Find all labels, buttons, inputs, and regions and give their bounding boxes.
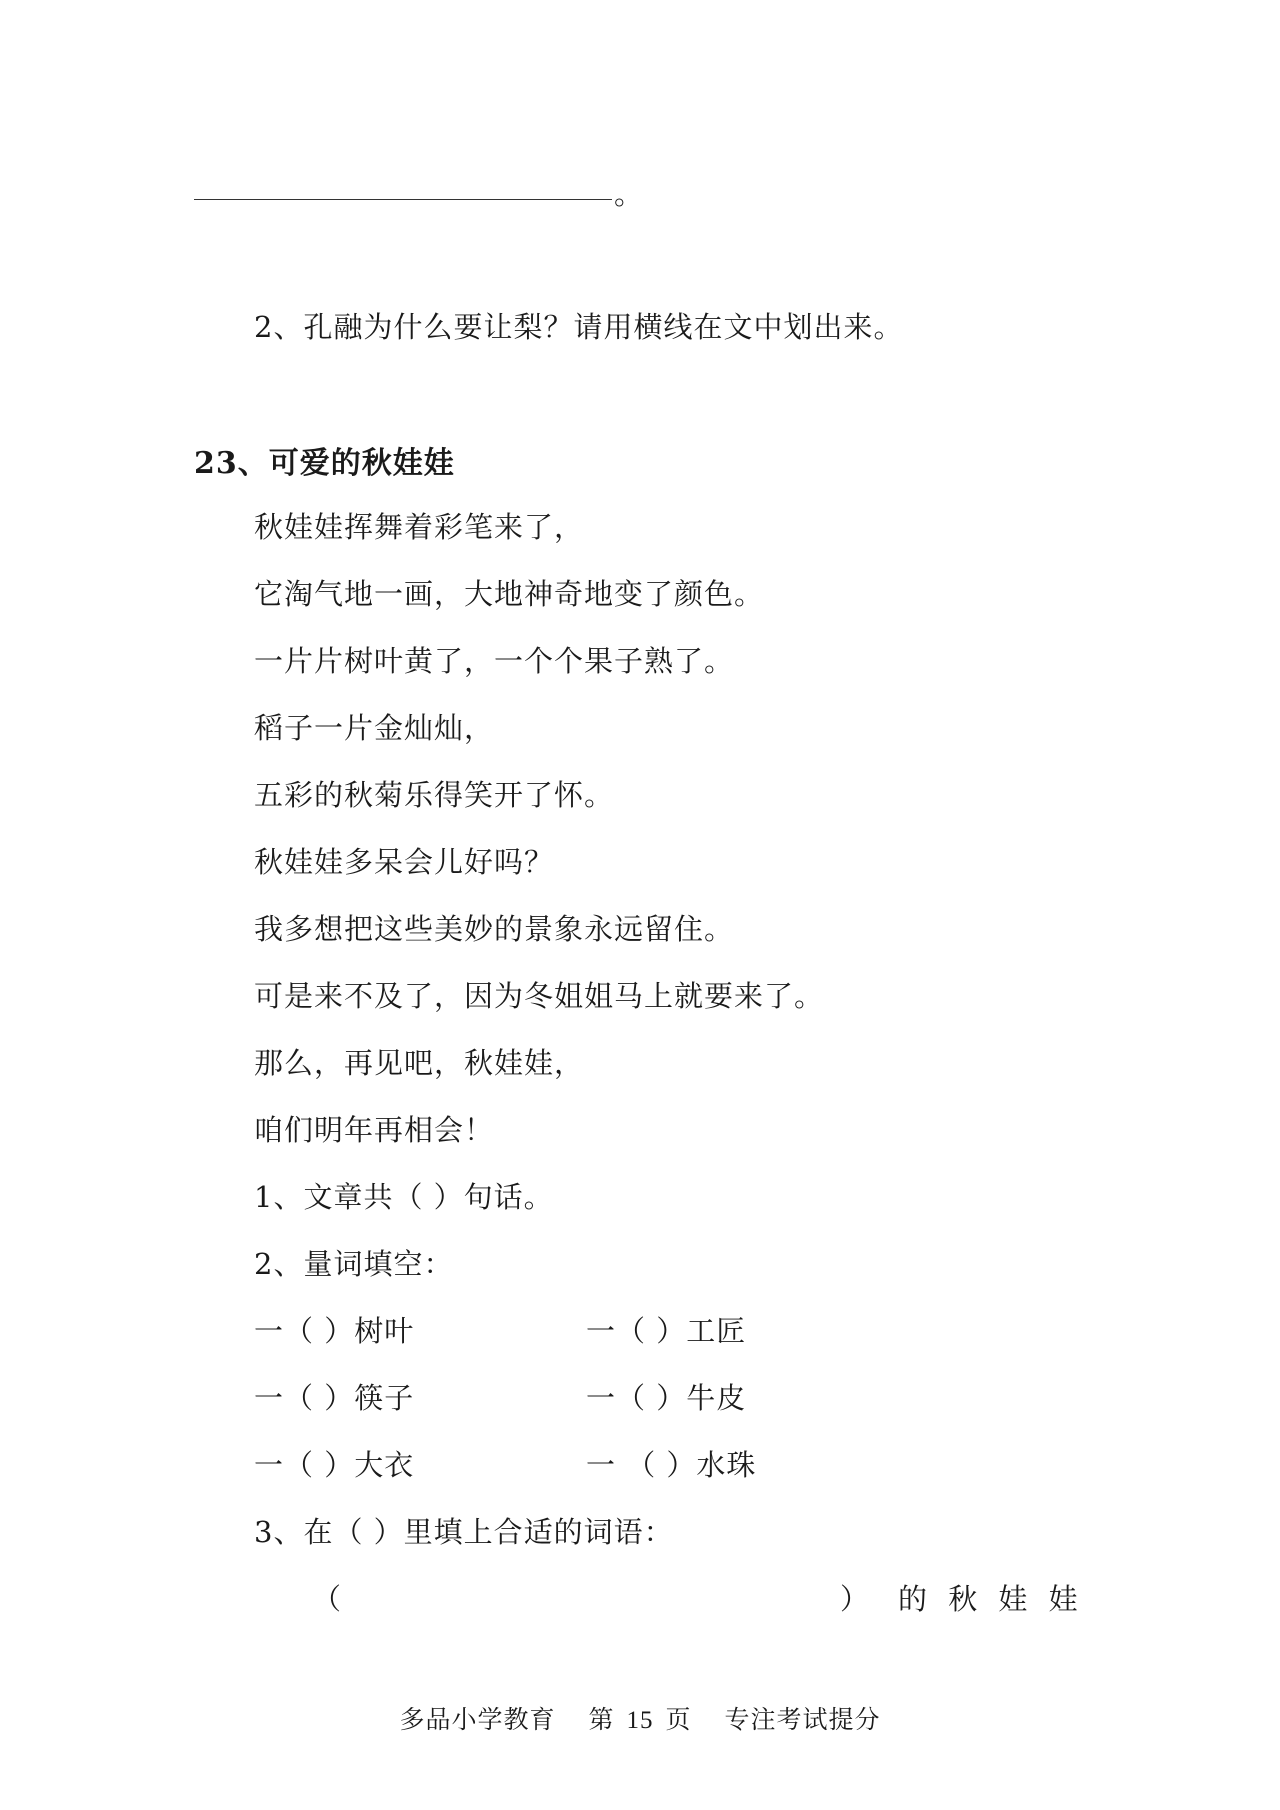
footer-org: 多品小学教育: [399, 1705, 556, 1734]
poem-line: 咱们明年再相会！: [254, 1113, 495, 1147]
measure-word-item: 一（ ）大衣: [254, 1448, 415, 1482]
poem-line: 稻子一片金灿灿，: [254, 711, 495, 745]
poem-line: 它淘气地一画，大地神奇地变了颜色。: [254, 577, 765, 611]
footer-page-number: 15: [626, 1707, 654, 1734]
poem-line: 可是来不及了，因为冬姐姐马上就要来了。: [254, 979, 825, 1013]
poem-line: 秋娃娃多呆会儿好吗？: [254, 845, 555, 879]
question-sentence-count: 1、文章共（ ）句话。: [254, 1180, 554, 1214]
blank-open-paren: （: [312, 1582, 343, 1616]
poem-line: 一片片树叶黄了，一个个果子熟了。: [254, 644, 735, 678]
poem-line: 我多想把这些美妙的景象永远留住。: [254, 912, 735, 946]
blank-suffix: 的 秋 娃 娃: [898, 1582, 1084, 1616]
poem-line: 五彩的秋菊乐得笑开了怀。: [254, 778, 615, 812]
measure-word-item: 一（ ）筷子: [254, 1381, 415, 1415]
poem-line: 秋娃娃挥舞着彩笔来了，: [254, 510, 585, 544]
question-fill-words-title: 3、在（ ）里填上合适的词语：: [254, 1515, 674, 1549]
answer-line-period: 。: [614, 177, 644, 211]
measure-word-item: 一（ ）树叶: [254, 1314, 415, 1348]
footer-page-prefix: 第: [588, 1705, 615, 1734]
measure-word-item: 一 （ ）水珠: [586, 1448, 757, 1482]
page-footer: [0, 1700, 1280, 1736]
measure-word-item: 一（ ）牛皮: [586, 1381, 747, 1415]
section-title: 23、可爱的秋娃娃: [194, 446, 455, 481]
poem-line: 那么，再见吧，秋娃娃，: [254, 1046, 585, 1080]
measure-word-item: 一（ ）工匠: [586, 1314, 747, 1348]
question-kongrong-pear: 2、孔融为什么要让梨？请用横线在文中划出来。: [254, 310, 904, 344]
footer-page-suffix: 页: [665, 1705, 692, 1734]
blank-close-paren: ）: [840, 1582, 871, 1616]
question-measure-words-title: 2、量词填空：: [254, 1247, 454, 1281]
footer-slogan: 专注考试提分: [724, 1705, 881, 1734]
answer-blank-line: [194, 199, 612, 200]
